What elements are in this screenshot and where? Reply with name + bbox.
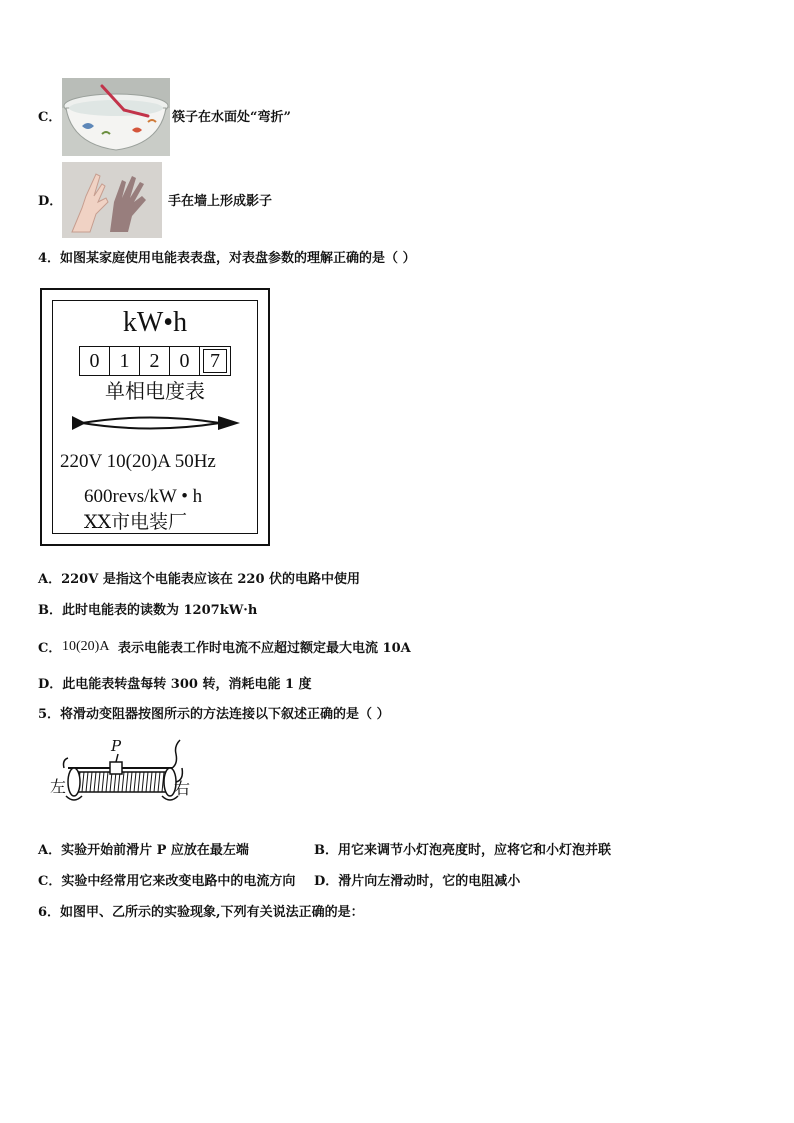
slider-label-p: P <box>111 737 122 755</box>
meter-digit: 0 <box>80 347 110 375</box>
meter-digits <box>79 346 231 376</box>
meter-arrow-icon <box>70 412 242 434</box>
meter-revs: 600revs/kW • h <box>84 486 203 507</box>
figure-label-left: 左 <box>50 777 67 796</box>
question-6-stem: 6．如图甲、乙所示的实验现象,下列有关说法正确的是： <box>38 905 364 920</box>
meter-digit: 7 <box>203 349 227 373</box>
q4-option-c-formula: 10(20)A <box>62 639 110 654</box>
meter-digit: 1 <box>110 347 140 375</box>
q4-option-d: D．此电能表转盘每转 300 转，消耗电能 1 度 <box>38 677 312 692</box>
hand-shadow-photo <box>62 162 162 238</box>
option-d-text: 手在墙上形成影子 <box>168 194 273 209</box>
meter-spec: 220V 10(20)A 50Hz <box>60 451 216 472</box>
meter-digit: 0 <box>170 347 200 375</box>
meter-unit: kW•h <box>122 307 188 338</box>
q4-option-c-text: 表示电能表工作时电流不应超过额定最大电流 10A <box>118 641 411 656</box>
question-5-stem: 5．将滑动变阻器按图所示的方法连接以下叙述正确的是（ ） <box>38 707 390 722</box>
chopsticks-bowl-photo <box>62 78 170 156</box>
option-c-text: 筷子在水面处“弯折” <box>172 110 291 125</box>
option-c-label: C． <box>38 110 62 125</box>
meter-maker: XX市电装厂 <box>84 511 188 533</box>
meter-name: 单相电度表 <box>105 379 205 403</box>
meter-digit: 2 <box>140 347 170 375</box>
q4-option-b: B．此时电能表的读数为 1207kW·h <box>38 603 258 618</box>
meter-digit-decimal <box>200 347 230 375</box>
question-4-stem: 4．如图某家庭使用电能表表盘，对表盘参数的理解正确的是（ ） <box>38 251 416 266</box>
q5-option-d: D．滑片向左滑动时，它的电阻减小 <box>314 874 521 889</box>
q5-option-c: C．实验中经常用它来改变电路中的电流方向 <box>38 874 296 889</box>
figure-label-right: 右 <box>174 779 191 798</box>
rheostat-figure <box>48 738 218 818</box>
q5-option-b: B．用它来调节小灯泡亮度时，应将它和小灯泡并联 <box>314 843 611 858</box>
option-d-label: D． <box>38 194 63 209</box>
q5-option-a: A．实验开始前滑片 P 应放在最左端 <box>38 843 249 858</box>
rheostat-diagram-icon <box>48 738 218 818</box>
q4-option-a: A．220V 是指这个电能表应该在 220 伏的电路中使用 <box>38 572 361 587</box>
q4-option-c-label: C． <box>38 641 62 656</box>
